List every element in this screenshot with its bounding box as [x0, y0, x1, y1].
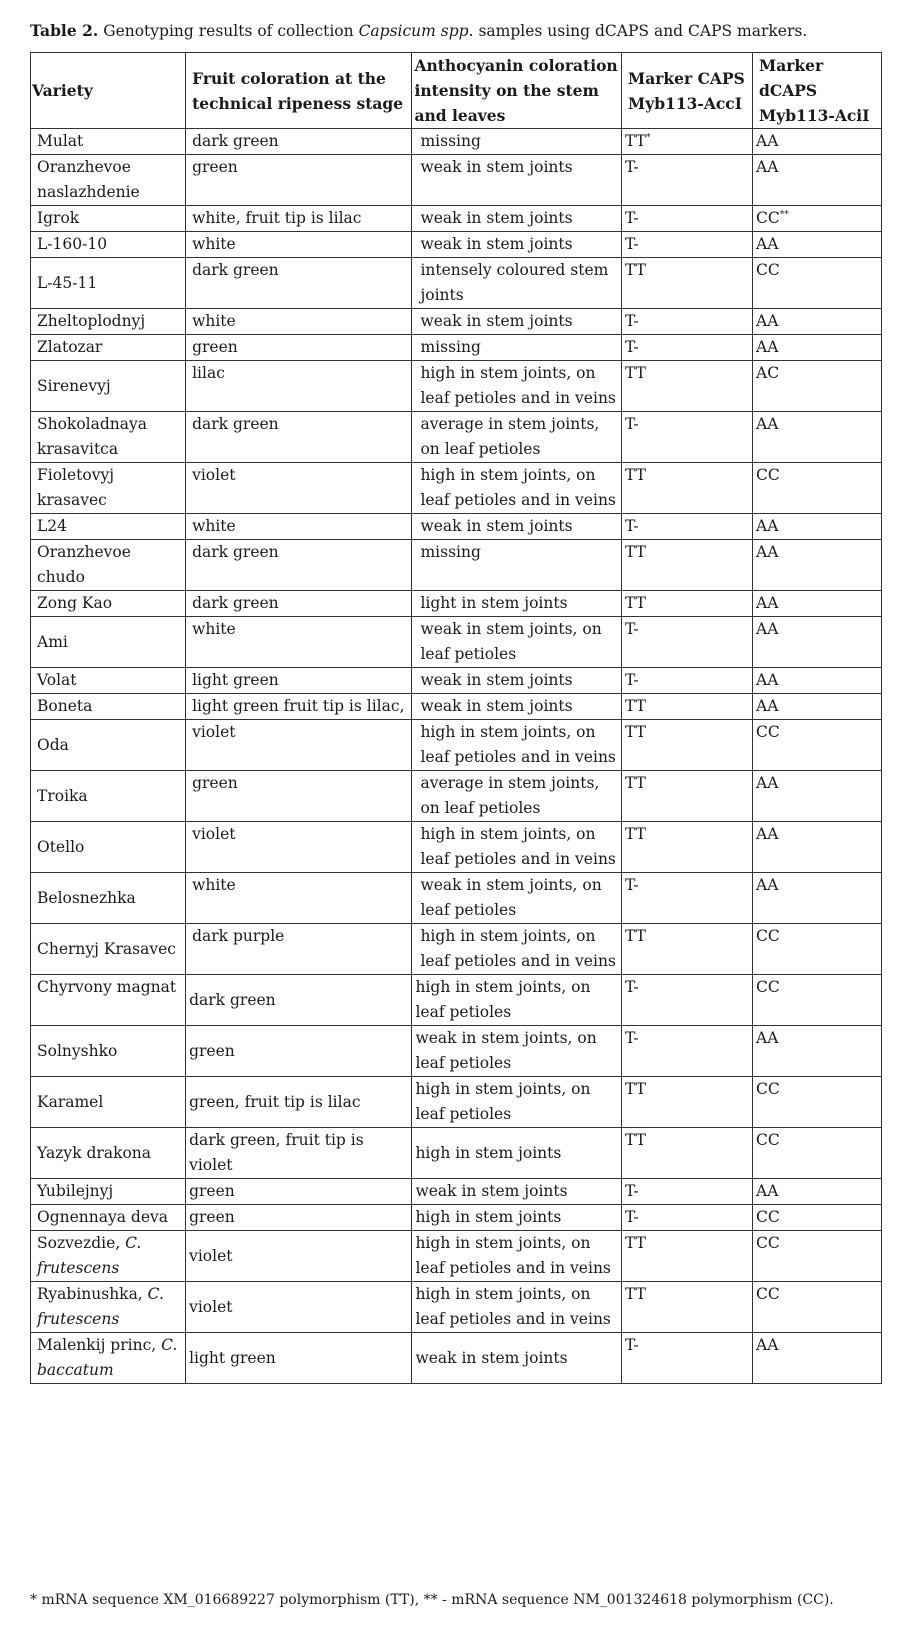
cell-fruit-coloration: green — [186, 335, 412, 361]
cell-variety — [31, 514, 186, 540]
variety-name: Karamel — [37, 1092, 104, 1111]
cell-variety — [31, 361, 186, 412]
cell-anthocyanin: high in stem joints, on leaf petioles and in veins — [412, 463, 622, 514]
cell-variety — [31, 771, 186, 822]
cell-anthocyanin: average in stem joints, on leaf petioles — [412, 412, 622, 463]
variety-name: Mulat — [37, 132, 84, 150]
cell-marker-dcaps — [753, 720, 882, 771]
footnote: * mRNA sequence XM_016689227 polymorphism (TT), ** - mRNA sequence NM_001324618 polymorphism (CC). — [30, 1592, 834, 1608]
cell-marker-caps — [622, 1282, 753, 1333]
cell-fruit-coloration: white — [186, 873, 412, 924]
caps-genotype: T- — [625, 620, 639, 638]
dcaps-genotype: AA — [756, 338, 779, 356]
caps-genotype: T- — [625, 338, 639, 356]
cell-variety — [31, 975, 186, 1026]
variety-name: Fioletovyj krasavec — [37, 466, 115, 509]
dcaps-genotype: AA — [756, 132, 779, 150]
cell-fruit-coloration: white — [186, 232, 412, 258]
cell-anthocyanin: weak in stem joints — [412, 232, 622, 258]
dcaps-genotype: CC — [756, 1080, 780, 1098]
cell-variety — [31, 309, 186, 335]
cell-variety — [31, 232, 186, 258]
cell-variety — [31, 258, 186, 309]
caps-genotype: TT — [625, 825, 647, 843]
cell-variety — [31, 617, 186, 668]
variety-name: Malenkij princ, — [37, 1336, 162, 1354]
cell-marker-caps — [622, 514, 753, 540]
header-fruit-coloration: Fruit coloration at the technical ripeness stage — [186, 53, 412, 129]
variety-name: Chyrvony magnat — [37, 978, 177, 996]
dcaps-genotype: CC — [756, 927, 780, 945]
cell-fruit-coloration: green — [186, 771, 412, 822]
cell-variety — [31, 1077, 186, 1128]
cell-marker-dcaps — [753, 924, 882, 975]
cell-variety — [31, 1333, 186, 1384]
variety-name: Yubilejnyj — [37, 1182, 114, 1200]
cell-marker-dcaps — [753, 975, 882, 1026]
caps-genotype: T- — [625, 1182, 639, 1200]
cell-marker-caps — [622, 1333, 753, 1384]
cell-marker-dcaps — [753, 822, 882, 873]
dcaps-genotype: CC — [756, 1234, 780, 1252]
header-anthocyanin: Anthocyanin coloration intensity on the stem and leaves — [412, 53, 622, 129]
header-variety: Variety — [31, 53, 186, 129]
table-row — [31, 720, 882, 771]
table-row — [31, 1333, 882, 1384]
dcaps-genotype: AA — [756, 594, 779, 612]
cell-anthocyanin: weak in stem joints — [412, 155, 622, 206]
cell-marker-dcaps — [753, 206, 882, 232]
cell-fruit-coloration: violet — [186, 1231, 412, 1282]
cell-fruit-coloration: dark purple — [186, 924, 412, 975]
variety-species: C. frutescens — [37, 1234, 142, 1277]
cell-variety — [31, 591, 186, 617]
table-row — [31, 361, 882, 412]
cell-anthocyanin: high in stem joints, on leaf petioles and in veins — [412, 924, 622, 975]
caps-genotype: TT — [625, 927, 647, 945]
variety-name: L24 — [37, 517, 68, 535]
dcaps-genotype: AA — [756, 415, 779, 433]
caps-genotype: T- — [625, 209, 639, 227]
cell-marker-caps — [622, 1077, 753, 1128]
caps-genotype: T- — [625, 1208, 639, 1226]
cell-anthocyanin: missing — [412, 540, 622, 591]
cell-anthocyanin: weak in stem joints — [412, 694, 622, 720]
variety-name: Belosnezhka — [37, 888, 136, 907]
cell-anthocyanin: weak in stem joints — [412, 1179, 622, 1205]
variety-name: Ami — [37, 632, 68, 651]
variety-name: L-160-10 — [37, 235, 108, 253]
cell-anthocyanin: light in stem joints — [412, 591, 622, 617]
dcaps-genotype: AA — [756, 158, 779, 176]
table-row — [31, 540, 882, 591]
header-marker-dcaps: Marker dCAPS Myb113-AciI — [753, 53, 882, 129]
dcaps-genotype: AA — [756, 697, 779, 715]
cell-marker-caps — [622, 129, 753, 155]
table-row — [31, 258, 882, 309]
variety-species: C. frutescens — [37, 1285, 164, 1328]
cell-fruit-coloration: green — [186, 155, 412, 206]
cell-anthocyanin: intensely coloured stem joints — [412, 258, 622, 309]
cell-fruit-coloration: lilac — [186, 361, 412, 412]
variety-name: Ryabinushka, — [37, 1285, 148, 1303]
cell-marker-dcaps — [753, 258, 882, 309]
cell-anthocyanin: weak in stem joints, on leaf petioles — [412, 617, 622, 668]
table-row — [31, 129, 882, 155]
caps-genotype: TT — [625, 1285, 647, 1303]
cell-fruit-coloration: violet — [186, 463, 412, 514]
variety-name: Otello — [37, 837, 85, 856]
cell-anthocyanin: missing — [412, 335, 622, 361]
variety-name: Boneta — [37, 697, 93, 715]
variety-name: Zheltoplodnyj — [37, 312, 146, 330]
cell-marker-caps — [622, 309, 753, 335]
table-row — [31, 617, 882, 668]
dcaps-genotype: AA — [756, 620, 779, 638]
header-marker-caps: Marker CAPS Myb113-AccI — [622, 53, 753, 129]
cell-marker-caps — [622, 1128, 753, 1179]
cell-variety — [31, 924, 186, 975]
table-row — [31, 975, 882, 1026]
cell-marker-dcaps — [753, 129, 882, 155]
cell-marker-dcaps — [753, 591, 882, 617]
header-row — [31, 53, 882, 129]
cell-fruit-coloration: green, fruit tip is lilac — [186, 1077, 412, 1128]
variety-name: Zong Kao — [37, 594, 113, 612]
dcaps-genotype: AA — [756, 671, 779, 689]
cell-marker-caps — [622, 771, 753, 822]
cell-anthocyanin: high in stem joints, on leaf petioles and in veins — [412, 720, 622, 771]
cell-variety — [31, 206, 186, 232]
variety-name: Solnyshko — [37, 1041, 118, 1060]
dcaps-genotype: CC — [756, 1285, 780, 1303]
table-row — [31, 206, 882, 232]
cell-marker-dcaps — [753, 1026, 882, 1077]
caps-genotype: TT — [625, 594, 647, 612]
dcaps-genotype: AA — [756, 312, 779, 330]
table-row — [31, 1026, 882, 1077]
variety-name: Oranzhevoe chudo — [37, 543, 131, 586]
variety-name: Chernyj Krasavec — [37, 939, 176, 958]
table-row — [31, 335, 882, 361]
cell-marker-caps — [622, 668, 753, 694]
dcaps-genotype: CC — [756, 978, 780, 996]
cell-fruit-coloration: dark green — [186, 540, 412, 591]
dcaps-genotype: AA — [756, 235, 779, 253]
caps-genotype: T- — [625, 1336, 639, 1354]
cell-marker-caps — [622, 975, 753, 1026]
dcaps-genotype: CC — [756, 1131, 780, 1149]
caption-taxon: Capsicum spp — [358, 22, 469, 40]
caps-genotype: T- — [625, 235, 639, 253]
table-row — [31, 1282, 882, 1333]
cell-variety — [31, 1026, 186, 1077]
cell-marker-dcaps — [753, 1231, 882, 1282]
caps-genotype: TT — [625, 1080, 647, 1098]
cell-marker-caps — [622, 720, 753, 771]
caps-genotype: T- — [625, 312, 639, 330]
cell-variety — [31, 668, 186, 694]
caps-genotype: TT — [625, 1234, 647, 1252]
cell-anthocyanin: high in stem joints — [412, 1205, 622, 1231]
cell-marker-dcaps — [753, 668, 882, 694]
cell-variety — [31, 694, 186, 720]
cell-fruit-coloration: light green fruit tip is lilac, — [186, 694, 412, 720]
cell-anthocyanin: high in stem joints, on leaf petioles and in veins — [412, 1282, 622, 1333]
dcaps-genotype: AA — [756, 543, 779, 561]
cell-marker-caps — [622, 822, 753, 873]
dcaps-genotype: AA — [756, 1336, 779, 1354]
cell-marker-dcaps — [753, 617, 882, 668]
variety-name: L-45-11 — [37, 273, 98, 292]
cell-marker-dcaps — [753, 309, 882, 335]
cell-anthocyanin: high in stem joints, on leaf petioles — [412, 1077, 622, 1128]
variety-name: Oda — [37, 735, 69, 754]
cell-anthocyanin: weak in stem joints, on leaf petioles — [412, 1026, 622, 1077]
cell-variety — [31, 540, 186, 591]
dcaps-genotype: AA — [756, 876, 779, 894]
cell-variety — [31, 720, 186, 771]
cell-fruit-coloration: dark green, fruit tip is violet — [186, 1128, 412, 1179]
cell-marker-dcaps — [753, 1128, 882, 1179]
cell-anthocyanin: weak in stem joints — [412, 309, 622, 335]
cell-anthocyanin: high in stem joints, on leaf petioles and in veins — [412, 1231, 622, 1282]
cell-marker-caps — [622, 258, 753, 309]
dcaps-genotype: AA — [756, 825, 779, 843]
table-body — [31, 129, 882, 1384]
cell-marker-dcaps — [753, 232, 882, 258]
cell-anthocyanin: weak in stem joints — [412, 1333, 622, 1384]
cell-marker-dcaps — [753, 335, 882, 361]
cell-fruit-coloration: violet — [186, 822, 412, 873]
cell-marker-caps — [622, 361, 753, 412]
cell-fruit-coloration: green — [186, 1205, 412, 1231]
cell-marker-caps — [622, 873, 753, 924]
cell-anthocyanin: weak in stem joints — [412, 206, 622, 232]
table-row — [31, 1179, 882, 1205]
cell-fruit-coloration: light green — [186, 668, 412, 694]
caps-genotype: TT — [625, 774, 647, 792]
table-row — [31, 412, 882, 463]
cell-fruit-coloration: white — [186, 617, 412, 668]
caps-genotype: T- — [625, 1029, 639, 1047]
cell-fruit-coloration: green — [186, 1179, 412, 1205]
cell-marker-caps — [622, 617, 753, 668]
caps-footnote-mark: * — [646, 133, 651, 143]
caps-genotype: TT — [625, 723, 647, 741]
table-row — [31, 1231, 882, 1282]
cell-fruit-coloration: green — [186, 1026, 412, 1077]
cell-variety — [31, 129, 186, 155]
table-row — [31, 822, 882, 873]
cell-marker-caps — [622, 232, 753, 258]
cell-anthocyanin: weak in stem joints — [412, 514, 622, 540]
variety-name: Shokoladnaya krasavitca — [37, 415, 147, 458]
cell-anthocyanin: weak in stem joints, on leaf petioles — [412, 873, 622, 924]
table-row — [31, 309, 882, 335]
table-row — [31, 463, 882, 514]
variety-name: Igrok — [37, 209, 80, 227]
cell-anthocyanin: average in stem joints, on leaf petioles — [412, 771, 622, 822]
variety-species: C. baccatum — [37, 1336, 178, 1379]
cell-fruit-coloration: dark green — [186, 591, 412, 617]
cell-marker-caps — [622, 591, 753, 617]
dcaps-genotype: CC — [756, 1208, 780, 1226]
dcaps-genotype: CC — [756, 209, 780, 227]
cell-marker-caps — [622, 1231, 753, 1282]
caps-genotype: TT — [625, 132, 647, 150]
cell-marker-dcaps — [753, 694, 882, 720]
variety-name: Ognennaya deva — [37, 1208, 169, 1226]
genotyping-table — [30, 52, 882, 1384]
cell-fruit-coloration: white, fruit tip is lilac — [186, 206, 412, 232]
cell-marker-caps — [622, 1179, 753, 1205]
cell-marker-dcaps — [753, 1333, 882, 1384]
cell-marker-caps — [622, 1026, 753, 1077]
caps-genotype: T- — [625, 671, 639, 689]
cell-variety — [31, 412, 186, 463]
caps-genotype: T- — [625, 158, 639, 176]
table-row — [31, 873, 882, 924]
variety-name: Sirenevyj — [37, 376, 111, 395]
caps-genotype: TT — [625, 466, 647, 484]
caps-genotype: T- — [625, 978, 639, 996]
caption-text-before: Genotyping results of collection — [98, 22, 359, 40]
cell-marker-dcaps — [753, 873, 882, 924]
cell-marker-caps — [622, 206, 753, 232]
cell-anthocyanin: high in stem joints, on leaf petioles and in veins — [412, 822, 622, 873]
table-row — [31, 1077, 882, 1128]
cell-fruit-coloration: dark green — [186, 129, 412, 155]
table-row — [31, 591, 882, 617]
dcaps-genotype: AA — [756, 774, 779, 792]
cell-marker-caps — [622, 412, 753, 463]
dcaps-footnote-mark: ** — [779, 210, 789, 220]
cell-marker-dcaps — [753, 1077, 882, 1128]
cell-marker-dcaps — [753, 514, 882, 540]
caps-genotype: TT — [625, 697, 647, 715]
caps-genotype: T- — [625, 415, 639, 433]
cell-anthocyanin: high in stem joints — [412, 1128, 622, 1179]
caps-genotype: TT — [625, 543, 647, 561]
table-row — [31, 1128, 882, 1179]
cell-fruit-coloration: violet — [186, 1282, 412, 1333]
cell-fruit-coloration: dark green — [186, 412, 412, 463]
cell-variety — [31, 822, 186, 873]
cell-variety — [31, 1205, 186, 1231]
dcaps-genotype: AC — [756, 364, 780, 382]
cell-fruit-coloration: white — [186, 309, 412, 335]
cell-marker-dcaps — [753, 155, 882, 206]
table-row — [31, 514, 882, 540]
cell-marker-caps — [622, 335, 753, 361]
table-caption — [30, 20, 880, 42]
caption-label: Table 2. — [30, 21, 99, 40]
caps-genotype: T- — [625, 517, 639, 535]
table-row — [31, 1205, 882, 1231]
dcaps-genotype: AA — [756, 1029, 779, 1047]
table-row — [31, 924, 882, 975]
cell-marker-dcaps — [753, 412, 882, 463]
variety-name: Zlatozar — [37, 338, 103, 356]
caps-genotype: T- — [625, 876, 639, 894]
cell-variety — [31, 1231, 186, 1282]
cell-marker-caps — [622, 155, 753, 206]
caps-genotype: TT — [625, 364, 647, 382]
table-row — [31, 155, 882, 206]
dcaps-genotype: AA — [756, 517, 779, 535]
table-row — [31, 771, 882, 822]
cell-variety — [31, 873, 186, 924]
cell-variety — [31, 1282, 186, 1333]
cell-marker-caps — [622, 1205, 753, 1231]
cell-fruit-coloration: violet — [186, 720, 412, 771]
cell-fruit-coloration: white — [186, 514, 412, 540]
table-row — [31, 232, 882, 258]
cell-variety — [31, 463, 186, 514]
caps-genotype: TT — [625, 1131, 647, 1149]
cell-marker-caps — [622, 463, 753, 514]
dcaps-genotype: CC — [756, 466, 780, 484]
dcaps-genotype: CC — [756, 723, 780, 741]
dcaps-genotype: AA — [756, 1182, 779, 1200]
cell-anthocyanin: high in stem joints, on leaf petioles — [412, 975, 622, 1026]
cell-fruit-coloration: dark green — [186, 975, 412, 1026]
cell-variety — [31, 335, 186, 361]
table-row — [31, 694, 882, 720]
table-row — [31, 668, 882, 694]
cell-marker-dcaps — [753, 463, 882, 514]
variety-name: Yazyk drakona — [37, 1143, 152, 1162]
caption-text-after: . samples using dCAPS and CAPS markers. — [468, 22, 808, 40]
variety-name: Troika — [37, 786, 88, 805]
cell-anthocyanin: missing — [412, 129, 622, 155]
cell-marker-caps — [622, 540, 753, 591]
cell-marker-dcaps — [753, 361, 882, 412]
variety-name: Volat — [37, 671, 77, 689]
variety-name: Sozvezdie, — [37, 1234, 126, 1252]
cell-marker-dcaps — [753, 1205, 882, 1231]
cell-variety — [31, 1179, 186, 1205]
cell-variety — [31, 155, 186, 206]
cell-marker-dcaps — [753, 1282, 882, 1333]
dcaps-genotype: CC — [756, 261, 780, 279]
variety-name: Oranzhevoe naslazhdenie — [37, 158, 140, 201]
cell-fruit-coloration: light green — [186, 1333, 412, 1384]
cell-fruit-coloration: dark green — [186, 258, 412, 309]
caps-genotype: TT — [625, 261, 647, 279]
cell-marker-dcaps — [753, 540, 882, 591]
cell-anthocyanin: weak in stem joints — [412, 668, 622, 694]
cell-anthocyanin: high in stem joints, on leaf petioles and in veins — [412, 361, 622, 412]
cell-marker-dcaps — [753, 771, 882, 822]
cell-marker-caps — [622, 694, 753, 720]
cell-marker-dcaps — [753, 1179, 882, 1205]
cell-marker-caps — [622, 924, 753, 975]
cell-variety — [31, 1128, 186, 1179]
